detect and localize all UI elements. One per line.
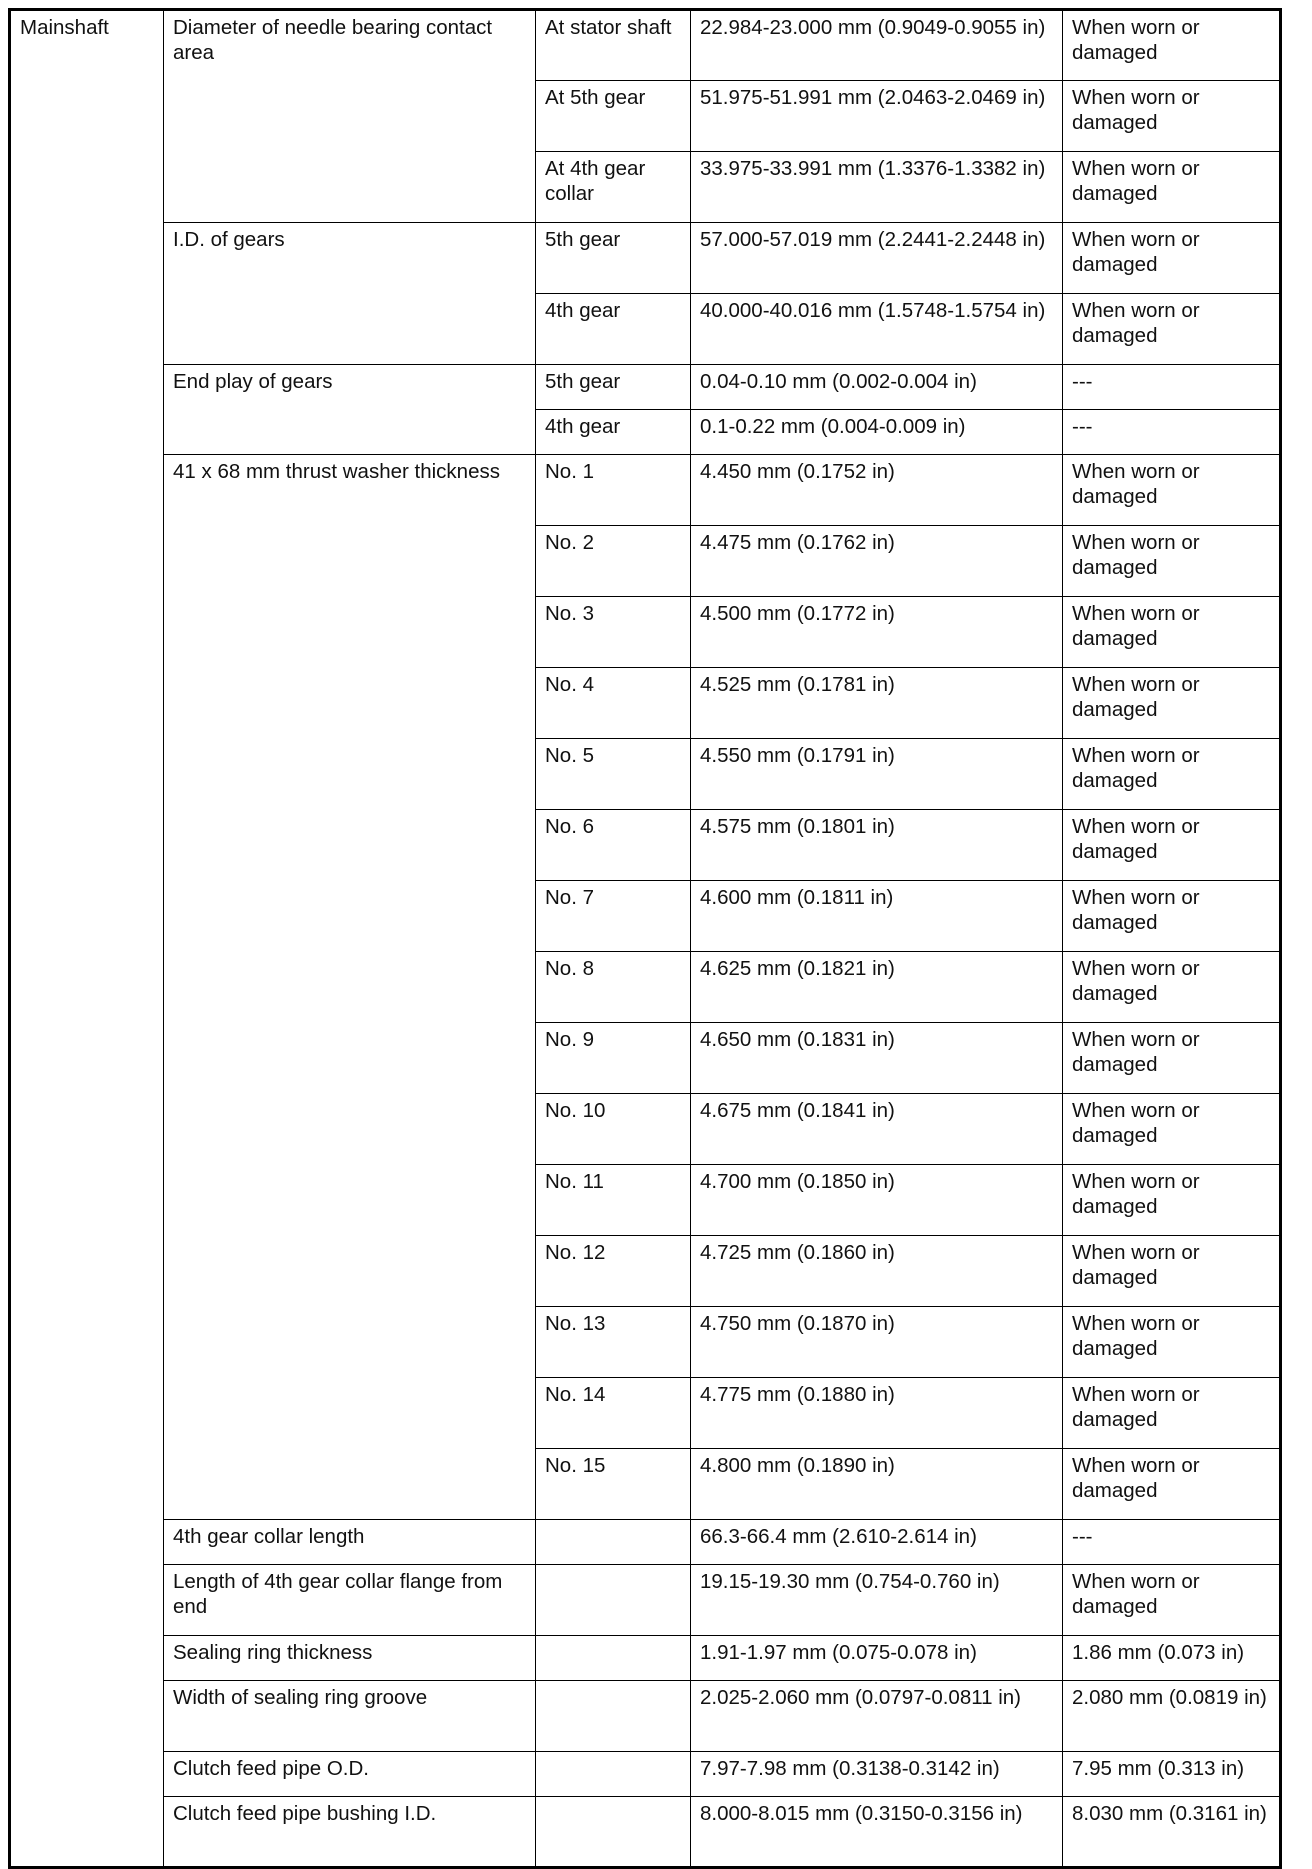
sub-item-cell: No. 2	[536, 526, 691, 597]
spec-sheet	[8, 8, 1279, 1859]
standard-cell: 4.700 mm (0.1850 in)	[691, 1165, 1063, 1236]
sub-item-cell: No. 13	[536, 1307, 691, 1378]
sub-item-cell: No. 8	[536, 952, 691, 1023]
item-cell: Length of 4th gear collar flange from end	[164, 1565, 536, 1636]
standard-cell: 4.675 mm (0.1841 in)	[691, 1094, 1063, 1165]
mainshaft-spec-table	[8, 8, 1282, 1869]
table-row	[10, 455, 1281, 526]
service-limit-cell: ---	[1063, 1520, 1281, 1565]
standard-cell: 4.725 mm (0.1860 in)	[691, 1236, 1063, 1307]
sub-item-cell: At 4th gear collar	[536, 152, 691, 223]
standard-cell: 8.000-8.015 mm (0.3150-0.3156 in)	[691, 1797, 1063, 1868]
sub-item-cell: No. 9	[536, 1023, 691, 1094]
standard-cell: 4.450 mm (0.1752 in)	[691, 455, 1063, 526]
standard-cell: 4.575 mm (0.1801 in)	[691, 810, 1063, 881]
service-limit-cell: When worn or damaged	[1063, 1023, 1281, 1094]
service-limit-cell: When worn or damaged	[1063, 597, 1281, 668]
sub-item-cell: No. 15	[536, 1449, 691, 1520]
standard-cell: 40.000-40.016 mm (1.5748-1.5754 in)	[691, 294, 1063, 365]
service-limit-cell: When worn or damaged	[1063, 881, 1281, 952]
standard-cell: 4.800 mm (0.1890 in)	[691, 1449, 1063, 1520]
sub-item-cell: No. 3	[536, 597, 691, 668]
service-limit-cell: When worn or damaged	[1063, 223, 1281, 294]
standard-cell: 4.750 mm (0.1870 in)	[691, 1307, 1063, 1378]
service-limit-cell: When worn or damaged	[1063, 810, 1281, 881]
service-limit-cell: When worn or damaged	[1063, 1236, 1281, 1307]
sub-item-cell: No. 12	[536, 1236, 691, 1307]
sub-item-cell: 4th gear	[536, 294, 691, 365]
standard-cell: 0.1-0.22 mm (0.004-0.009 in)	[691, 410, 1063, 455]
sub-item-cell: 4th gear	[536, 410, 691, 455]
service-limit-cell: When worn or damaged	[1063, 1378, 1281, 1449]
service-limit-cell: When worn or damaged	[1063, 81, 1281, 152]
standard-cell: 4.525 mm (0.1781 in)	[691, 668, 1063, 739]
service-limit-cell: When worn or damaged	[1063, 1094, 1281, 1165]
service-limit-cell: 2.080 mm (0.0819 in)	[1063, 1681, 1281, 1752]
item-cell: Clutch feed pipe bushing I.D.	[164, 1797, 536, 1868]
sub-item-cell: No. 11	[536, 1165, 691, 1236]
standard-cell: 4.550 mm (0.1791 in)	[691, 739, 1063, 810]
standard-cell: 51.975-51.991 mm (2.0463-2.0469 in)	[691, 81, 1063, 152]
service-limit-cell: When worn or damaged	[1063, 952, 1281, 1023]
item-cell: I.D. of gears	[164, 223, 536, 365]
standard-cell: 0.04-0.10 mm (0.002-0.004 in)	[691, 365, 1063, 410]
standard-cell: 1.91-1.97 mm (0.075-0.078 in)	[691, 1636, 1063, 1681]
standard-cell: 66.3-66.4 mm (2.610-2.614 in)	[691, 1520, 1063, 1565]
item-cell: End play of gears	[164, 365, 536, 455]
item-cell: Sealing ring thickness	[164, 1636, 536, 1681]
standard-cell: 4.650 mm (0.1831 in)	[691, 1023, 1063, 1094]
sub-item-cell: No. 6	[536, 810, 691, 881]
item-cell: 41 x 68 mm thrust washer thickness	[164, 455, 536, 1520]
section-label-cell: Mainshaft	[10, 10, 164, 1868]
sub-item-cell: 5th gear	[536, 223, 691, 294]
sub-item-cell: 5th gear	[536, 365, 691, 410]
table-row	[10, 10, 1281, 81]
sub-item-cell	[536, 1797, 691, 1868]
sub-item-cell: At stator shaft	[536, 10, 691, 81]
service-limit-cell: 7.95 mm (0.313 in)	[1063, 1752, 1281, 1797]
table-row	[10, 1752, 1281, 1797]
service-limit-cell: When worn or damaged	[1063, 668, 1281, 739]
service-limit-cell: When worn or damaged	[1063, 10, 1281, 81]
service-limit-cell: When worn or damaged	[1063, 739, 1281, 810]
sub-item-cell: At 5th gear	[536, 81, 691, 152]
service-limit-cell: When worn or damaged	[1063, 455, 1281, 526]
standard-cell: 4.775 mm (0.1880 in)	[691, 1378, 1063, 1449]
standard-cell: 2.025-2.060 mm (0.0797-0.0811 in)	[691, 1681, 1063, 1752]
sub-item-cell: No. 1	[536, 455, 691, 526]
sub-item-cell: No. 7	[536, 881, 691, 952]
service-limit-cell: When worn or damaged	[1063, 1565, 1281, 1636]
table-row	[10, 1520, 1281, 1565]
sub-item-cell: No. 14	[536, 1378, 691, 1449]
sub-item-cell: No. 4	[536, 668, 691, 739]
sub-item-cell	[536, 1752, 691, 1797]
table-row	[10, 223, 1281, 294]
service-limit-cell: When worn or damaged	[1063, 1307, 1281, 1378]
service-limit-cell: When worn or damaged	[1063, 152, 1281, 223]
service-limit-cell: When worn or damaged	[1063, 1165, 1281, 1236]
table-row	[10, 1636, 1281, 1681]
sub-item-cell	[536, 1636, 691, 1681]
sub-item-cell	[536, 1565, 691, 1636]
service-limit-cell: ---	[1063, 410, 1281, 455]
table-row	[10, 1565, 1281, 1636]
table-row	[10, 365, 1281, 410]
standard-cell: 57.000-57.019 mm (2.2441-2.2448 in)	[691, 223, 1063, 294]
sub-item-cell: No. 10	[536, 1094, 691, 1165]
sub-item-cell: No. 5	[536, 739, 691, 810]
sub-item-cell	[536, 1681, 691, 1752]
item-cell: Diameter of needle bearing contact area	[164, 10, 536, 223]
standard-cell: 22.984-23.000 mm (0.9049-0.9055 in)	[691, 10, 1063, 81]
standard-cell: 19.15-19.30 mm (0.754-0.760 in)	[691, 1565, 1063, 1636]
standard-cell: 4.600 mm (0.1811 in)	[691, 881, 1063, 952]
standard-cell: 33.975-33.991 mm (1.3376-1.3382 in)	[691, 152, 1063, 223]
table-row	[10, 1797, 1281, 1868]
service-limit-cell: ---	[1063, 365, 1281, 410]
service-limit-cell: 1.86 mm (0.073 in)	[1063, 1636, 1281, 1681]
service-limit-cell: When worn or damaged	[1063, 526, 1281, 597]
standard-cell: 7.97-7.98 mm (0.3138-0.3142 in)	[691, 1752, 1063, 1797]
service-limit-cell: When worn or damaged	[1063, 294, 1281, 365]
standard-cell: 4.500 mm (0.1772 in)	[691, 597, 1063, 668]
item-cell: Clutch feed pipe O.D.	[164, 1752, 536, 1797]
standard-cell: 4.625 mm (0.1821 in)	[691, 952, 1063, 1023]
item-cell: Width of sealing ring groove	[164, 1681, 536, 1752]
table-row	[10, 1681, 1281, 1752]
service-limit-cell: When worn or damaged	[1063, 1449, 1281, 1520]
sub-item-cell	[536, 1520, 691, 1565]
standard-cell: 4.475 mm (0.1762 in)	[691, 526, 1063, 597]
service-limit-cell: 8.030 mm (0.3161 in)	[1063, 1797, 1281, 1868]
item-cell: 4th gear collar length	[164, 1520, 536, 1565]
